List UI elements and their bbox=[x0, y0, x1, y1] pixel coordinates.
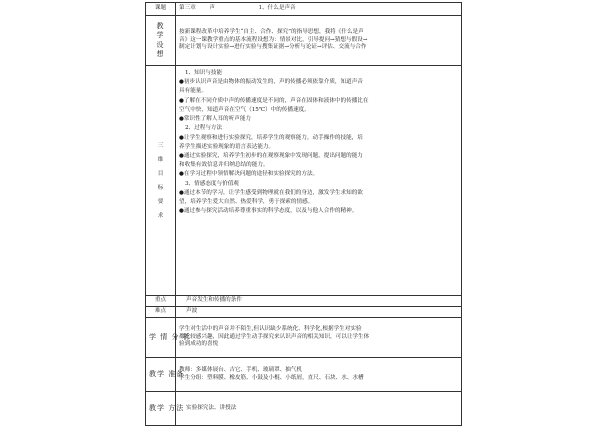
design-label: 教 学 设 想 bbox=[146, 16, 176, 66]
analysis-label: 学 情 分 析 bbox=[146, 318, 176, 358]
key-point-value: 声音发生和传播的条件 bbox=[176, 296, 462, 307]
header-row bbox=[146, 3, 462, 16]
chapter-label: 第三章 bbox=[179, 5, 196, 12]
section-title: 1、什么是声音 bbox=[258, 5, 296, 12]
prep-text: 教师：多媒体展台、吉它、手机、玻璃罩、抽气机 学生分组：塑料膜、橡皮筋、小鼓及小棍、小纸屑，直尺、石块、水、水槽 bbox=[176, 358, 462, 392]
prep-row bbox=[146, 358, 462, 392]
difficulty-label: 难点 bbox=[146, 307, 176, 318]
design-row bbox=[146, 16, 462, 66]
chapter-char: 声 bbox=[209, 5, 215, 12]
analysis-text: 学生对生活中的声音并不陌生,但认识缺少系统化、科学化,根据学生对实验 都比较感兴趣，因此通过学生动手探究来认识声音的相关知识，可以让学生体 验到成功的喜悦 bbox=[176, 318, 462, 358]
difficulty-row bbox=[146, 307, 462, 318]
method-row bbox=[146, 392, 462, 426]
design-text: 按新课程改革中培养学生“自主、合作、探究”的指导思想，我将《什么是声 音》这一课教学重点的基本流程设想为：情景对比，引导提问→猜想与假设→ 制定计划与设计实验→进行实验与搜集证据→分析与论证→评估、交流与合作 bbox=[176, 16, 462, 66]
method-label: 教学 方法 bbox=[146, 392, 176, 426]
goals-label: 三 维 目 标 要 求 bbox=[146, 66, 176, 296]
lesson-title bbox=[176, 3, 462, 16]
prep-label: 教学 准备 bbox=[146, 358, 176, 392]
goals-text: 1、知识与技能 ●初步认识声音是由物体的振动发生的，声的传播必须依靠介质，知道声音 具有能量。 ●了解在不同介质中声的传播速度是不同的，声音在固体和液体中的传播比在 空气中快，知道声音在空气（15℃）中的传播速度。 ●常识性了解人耳的听声能力 2、过程与方法 ●让学生观察和进行实验探究，培养学生的观察能力，动手操作的技能，培 养学生描述实验现象的语言表达能力。 ●通过实验探究，培养学生初步的在观察现象中发现问题，提出问题的能力 和收集有效信息并归纳总结的能力。 ●在学习过程中领悟解决问题的途径和实验探究的方法。 3、情感态度与价值观 ●通过本节的学习，让学生感受到物理就在我们的身边，激发学生求知的欲 望，培养学生爱大自然、热爱科学，勇于探索的情感。 ●通过参与探究活动培养尊重事实的科学态度，以及与他人合作的精神。 bbox=[176, 66, 462, 296]
goals-row bbox=[146, 66, 462, 296]
analysis-row bbox=[146, 318, 462, 358]
lesson-plan-table bbox=[145, 2, 462, 426]
difficulty-value: 声波 bbox=[176, 307, 462, 318]
method-value: 实验探究法、讲授法 bbox=[176, 392, 462, 426]
key-point-label: 重点 bbox=[146, 296, 176, 307]
key-point-row bbox=[146, 296, 462, 307]
header-label: 课题 bbox=[146, 3, 176, 16]
